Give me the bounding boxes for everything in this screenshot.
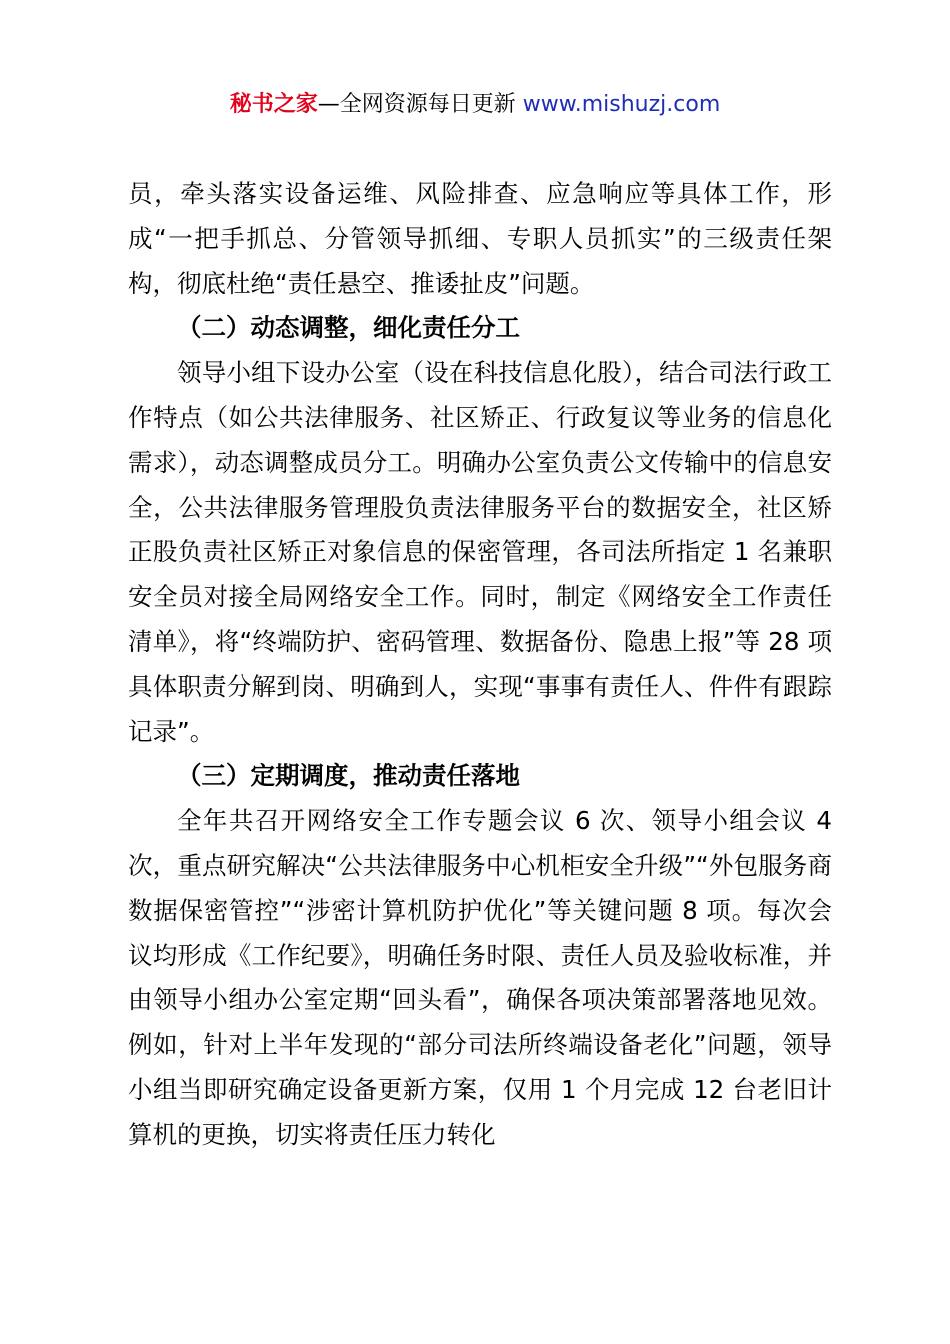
document-body xyxy=(128,172,832,1158)
header-slogan: —全网资源每日更新 xyxy=(317,92,523,117)
paragraph-section-3: 全年共召开网络安全工作专题会议 6 次、领导小组会议 4 次，重点研究解决“公共法律服务中心机柜安全升级”“外包服务商数据保密管控”“涉密计算机防护优化”等关键问题 8 项。每次会议均形成《工作纪要》，明确任务时限、责任人员及验收标准，并由领导小组办公室定期“回头看”，确保各项决策部署落地见效。例如，针对上半年发现的“部分司法所终端设备老化”问题，领导小组当即研究确定设备更新方案，仅用 1 个月完成 12 台老旧计算机的更换，切实将责任压力转化 xyxy=(128,806,832,1149)
brand-name: 秘书之家 xyxy=(229,92,318,117)
section-heading-3: （三）定期调度，推动责任落地 xyxy=(177,761,520,791)
page-header xyxy=(0,88,950,122)
site-url[interactable]: www.mishuzj.com xyxy=(522,92,721,117)
paragraph-section-2: 领导小组下设办公室（设在科技信息化股），结合司法行政工作特点（如公共法律服务、社区矫正、行政复议等业务的信息化需求），动态调整成员分工。明确办公室负责公文传输中的信息安全，公共法律服务管理股负责法律服务平台的数据安全，社区矫正股负责社区矫正对象信息的保密管理，各司法所指定 1 名兼职安全员对接全局网络安全工作。同时，制定《网络安全工作责任清单》，将“终端防护、密码管理、数据备份、隐患上报”等 28 项具体职责分解到岗、明确到人，实现“事事有责任人、件件有跟踪记录”。 xyxy=(128,358,832,746)
section-heading-2: （二）动态调整，细化责任分工 xyxy=(177,313,520,343)
paragraph-continuation: 员，牵头落实设备运维、风险排查、应急响应等具体工作，形成“一把手抓总、分管领导抓细、专职人员抓实”的三级责任架构，彻底杜绝“责任悬空、推诿扯皮”问题。 xyxy=(128,179,832,298)
